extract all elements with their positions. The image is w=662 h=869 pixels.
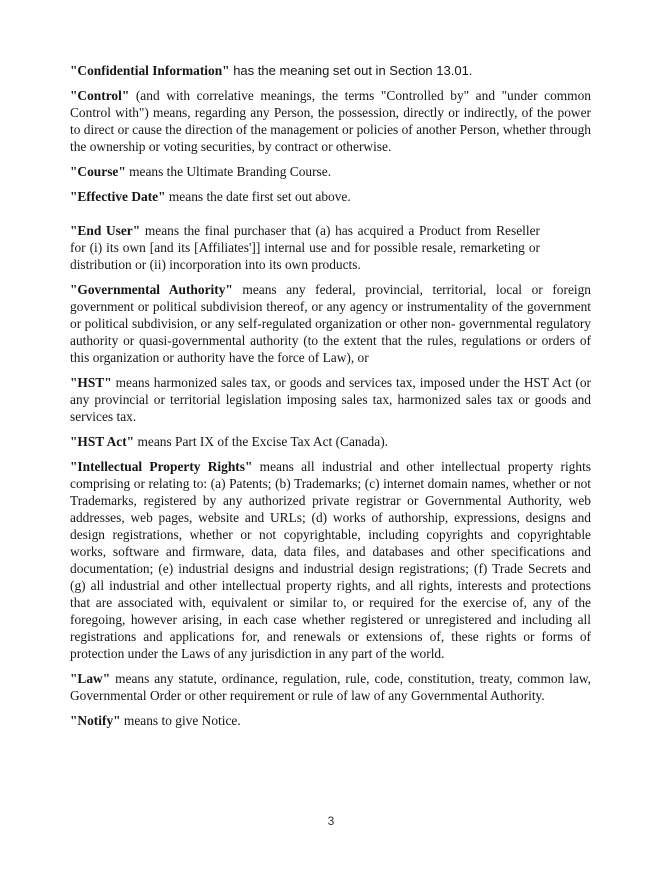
- definition-text: has the meaning set out in Section 13.01.: [229, 63, 473, 78]
- defined-term: "HST": [70, 375, 112, 390]
- definition-text: (and with correlative meanings, the terms "Controlled by" and "under common Control with") means, regarding any Person, the possession, directly or indirectly, of the power to direct or cause the direction of the management or policies of another Person, whether through the ownership or voting securities, by contract or otherwise.: [70, 88, 591, 154]
- definition-text: means the final purchaser that (a) has acquired a Product from Reseller for (i) its own [and its [Affiliates']] internal use and for possible resale, remarketing or distribution or (ii) incorporation into its own products.: [70, 223, 540, 272]
- defined-term: "Course": [70, 164, 126, 179]
- document-page: [70, 62, 591, 737]
- definition-hst: [70, 374, 591, 425]
- defined-term: "End User": [70, 223, 141, 238]
- definition-confidential-information: [70, 62, 591, 79]
- definition-governmental-authority: [70, 281, 591, 366]
- definition-control: [70, 87, 591, 155]
- definition-hst-act: [70, 433, 591, 450]
- defined-term: "Control": [70, 88, 130, 103]
- definition-text: means any statute, ordinance, regulation, rule, code, constitution, treaty, common law, Governmental Order or other requirement or rule of law of any Governmental Authority.: [70, 671, 591, 703]
- defined-term: "Confidential Information": [70, 63, 230, 78]
- definition-text: means Part IX of the Excise Tax Act (Canada).: [134, 434, 389, 449]
- definition-course: [70, 163, 591, 180]
- definition-end-user: [70, 222, 540, 273]
- defined-term: "Governmental Authority": [70, 282, 233, 297]
- definition-text: means the Ultimate Branding Course.: [125, 164, 332, 179]
- definition-notify: [70, 712, 591, 729]
- definition-text: means all industrial and other intellectual property rights comprising or relating to: (a) Patents; (b) Trademarks; (c) internet domain names, whether or not Trademarks, registered by any authorized private registrar or Governmental Authority, web addresses, web pages, website and URLs; (d) works of authorship, expressions, designs and design registrations, whether or not copyrightable, including copyrights and copyrightable works, software and firmware, data, data files, and databases and other specifications and documentation; (e) industrial designs and industrial design registrations; (f) Trade Secrets and (g) all industrial and other intellectual property rights, and all rights, interests and protections that are associated with, equivalent or similar to, or required for the exercise of, any of the foregoing, however arising, in each case whether registered or unregistered and including all registrations and applications for, and renewals or extensions of, these rights or forms of protection under the Laws of any jurisdiction in any part of the world.: [70, 459, 591, 661]
- definition-law: [70, 670, 591, 704]
- defined-term: "Notify": [70, 713, 121, 728]
- definition-intellectual-property-rights: [70, 458, 591, 662]
- defined-term: "Law": [70, 671, 111, 686]
- definition-text: means to give Notice.: [120, 713, 241, 728]
- defined-term: "Intellectual Property Rights": [70, 459, 253, 474]
- page-number: 3: [327, 814, 335, 828]
- defined-term: "HST Act": [70, 434, 135, 449]
- definition-effective-date: [70, 188, 591, 205]
- defined-term: "Effective Date": [70, 189, 166, 204]
- definition-text: means harmonized sales tax, or goods and services tax, imposed under the HST Act (or any provincial or territorial legislation imposing sales tax, harmonized sales tax or goods and services tax.: [70, 375, 591, 424]
- definition-text: means any federal, provincial, territorial, local or foreign government or political subdivision thereof, or any agency or instrumentality of the government or political subdivision, or any self-regulated organization or other non- governmental regulatory authority or quasi-governmental authority (to the extent that the rules, regulations or orders of this organization or authority have the force of Law), or: [70, 282, 591, 365]
- definition-text: means the date first set out above.: [165, 189, 351, 204]
